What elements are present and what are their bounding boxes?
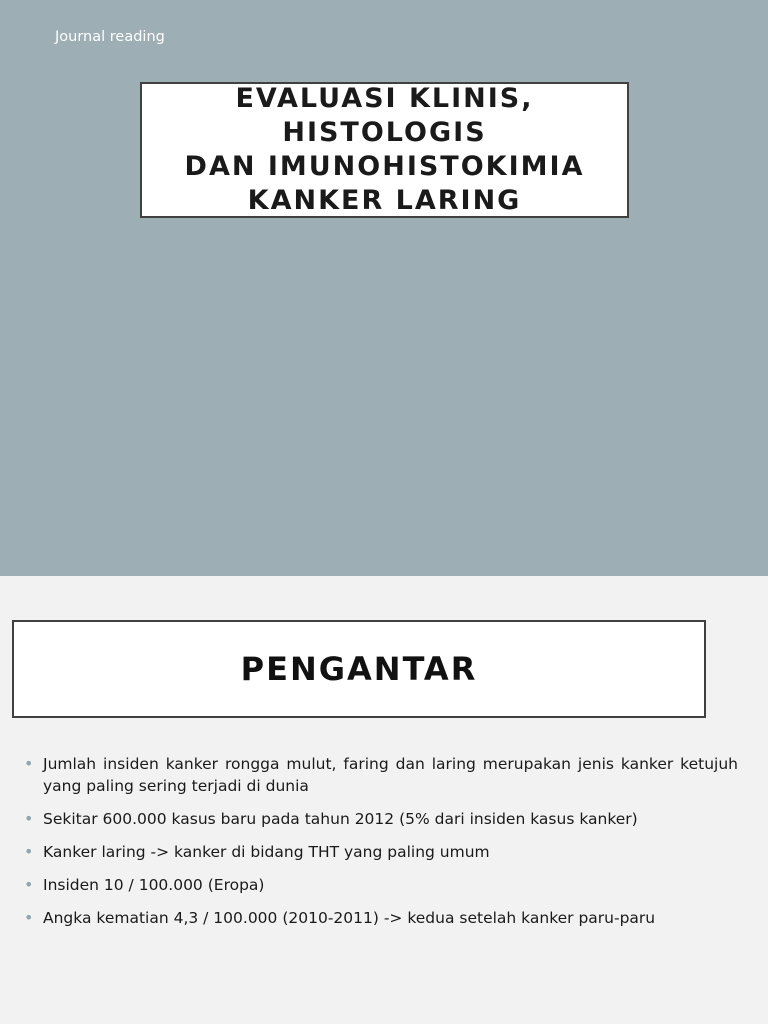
bullet-text: Jumlah insiden kanker rongga mulut, faring dan laring merupakan jenis kanker ketujuh yang paling sering terjadi di dunia — [43, 755, 738, 795]
list-item — [24, 907, 738, 929]
slide-title — [142, 82, 627, 218]
bullet-text: Angka kematian 4,3 / 100.000 (2010-2011) -> kedua setelah kanker paru-paru — [43, 909, 656, 927]
title-box — [140, 82, 629, 218]
heading-box — [12, 620, 706, 718]
slide-heading: PENGANTAR — [240, 650, 478, 688]
bullet-text: Sekitar 600.000 kasus baru pada tahun 2012 (5% dari insiden kasus kanker) — [43, 810, 638, 828]
content-slide — [0, 576, 768, 1024]
list-item — [24, 753, 738, 797]
bullet-dot-icon: • — [24, 842, 34, 861]
title-line: EVALUASI KLINIS, HISTOLOGIS — [235, 83, 534, 148]
bullet-text: Kanker laring -> kanker di bidang THT yang paling umum — [43, 843, 490, 861]
bullet-dot-icon: • — [24, 809, 34, 828]
bullet-list — [24, 753, 738, 940]
bullet-dot-icon: • — [24, 754, 34, 773]
slide-subtitle: Journal reading — [55, 29, 165, 45]
title-line: KANKER LARING — [247, 185, 522, 216]
list-item — [24, 808, 738, 830]
list-item — [24, 874, 738, 896]
bullet-text: Insiden 10 / 100.000 (Eropa) — [43, 876, 265, 894]
bullet-dot-icon: • — [24, 908, 34, 927]
list-item — [24, 841, 738, 863]
bullet-dot-icon: • — [24, 875, 34, 894]
title-line: DAN IMUNOHISTOKIMIA — [184, 151, 585, 182]
